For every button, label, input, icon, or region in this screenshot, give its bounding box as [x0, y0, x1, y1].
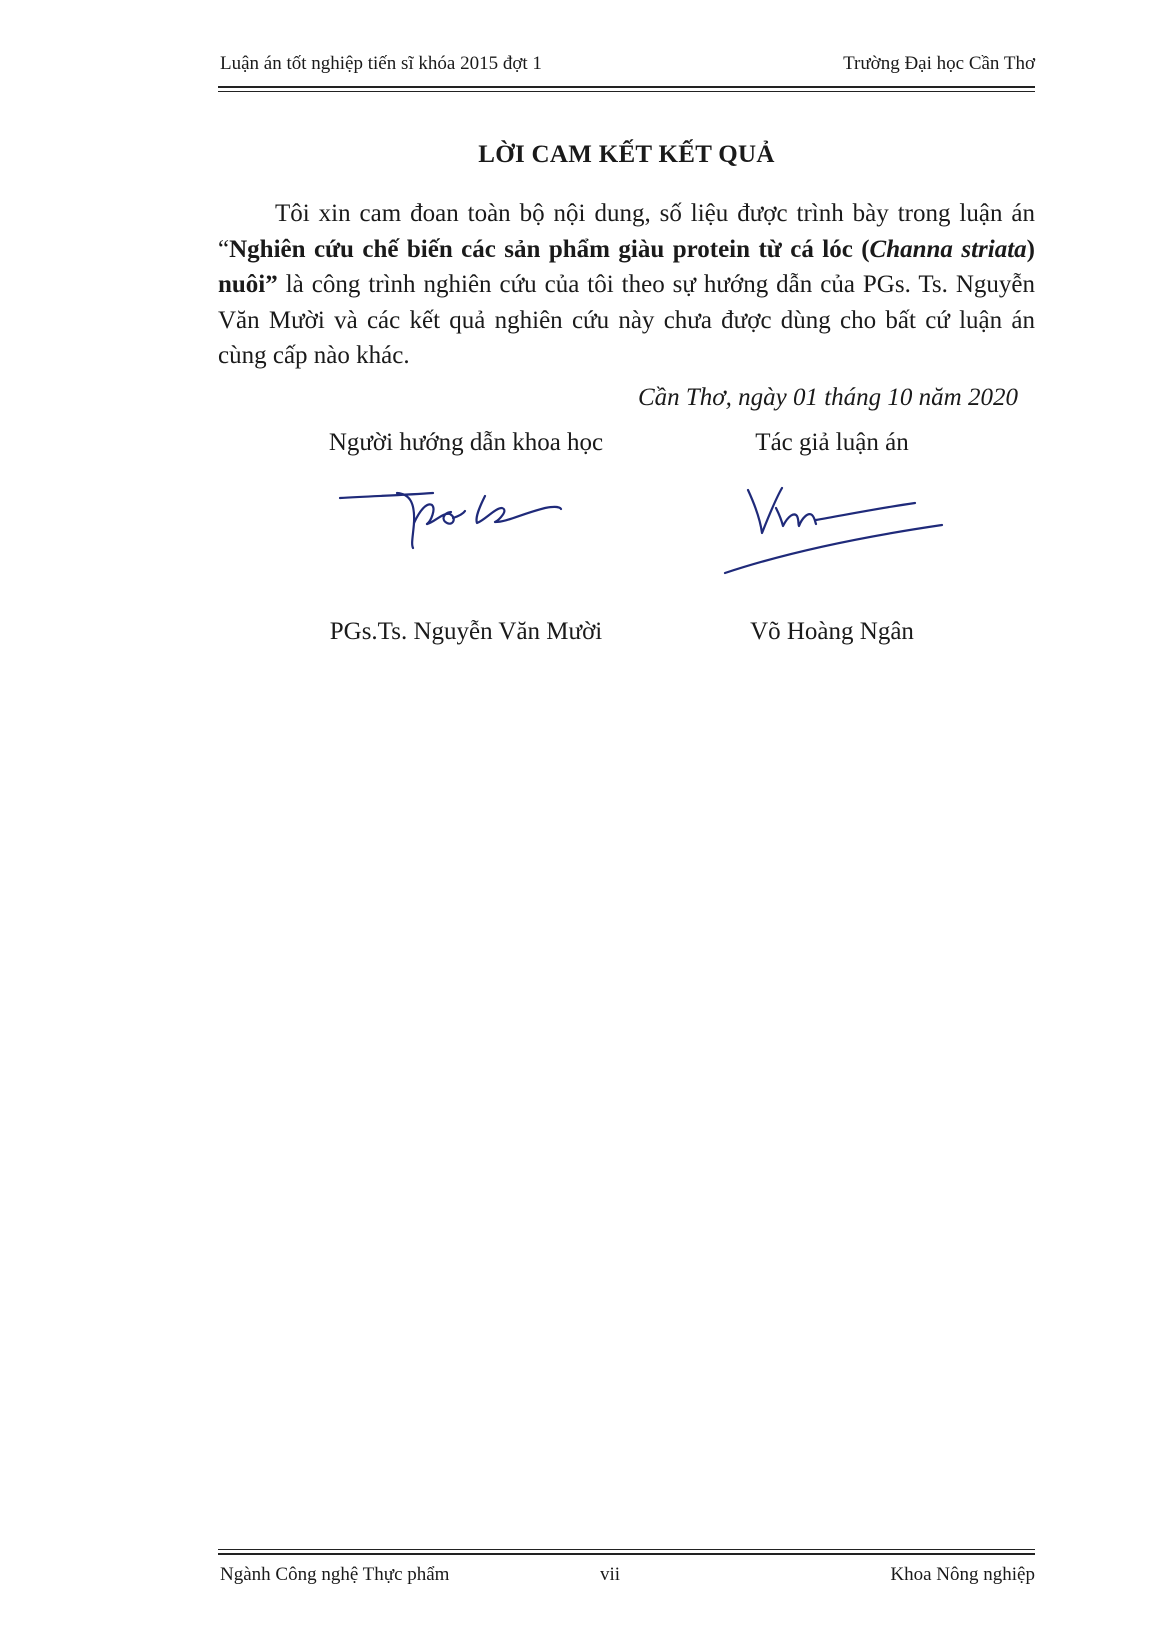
footer-right-text: Khoa Nông nghiệp [890, 1564, 1035, 1585]
statement-lead: Tôi xin cam đoan toàn bộ nội dung, số liệu được trình bày trong luận án [275, 200, 1035, 227]
header-right-text: Trường Đại học Cần Thơ [843, 53, 1035, 74]
statement-rest: là công trình nghiên cứu của tôi theo sự hướng dẫn của PGs. Ts. Nguyễn Văn Mười và các kết quả nghiên cứu này chưa được dùng cho bất cứ luận án cùng cấp nào khác. [218, 271, 1035, 369]
header-left-text: Luận án tốt nghiệp tiến sĩ khóa 2015 đợt 1 [220, 53, 542, 74]
footer-rule-thin [218, 1549, 1035, 1550]
date-line: Cần Thơ, ngày 01 tháng 10 năm 2020 [637, 384, 1018, 411]
page-title: LỜI CAM KẾT KẾT QUẢ [478, 141, 775, 168]
author-name: Võ Hoàng Ngân [750, 618, 914, 645]
header-rule-thin [218, 91, 1035, 92]
footer-rule-thick [218, 1553, 1035, 1555]
author-role: Tác giả luận án [755, 429, 909, 456]
advisor-role: Người hướng dẫn khoa học [328, 429, 604, 456]
thesis-title: Nghiên cứu chế biến các sản phẩm giàu protein từ cá lóc (Channa striata) nuôi” [218, 235, 1035, 298]
advisor-signature [335, 478, 565, 558]
advisor-name: PGs.Ts. Nguyễn Văn Mười [329, 618, 603, 645]
species-name: Channa striata [869, 235, 1027, 263]
author-signature [720, 478, 950, 578]
page-number: vii [600, 1564, 621, 1585]
footer-left-text: Ngành Công nghệ Thực phẩm [220, 1564, 450, 1585]
header-rule-thick [218, 86, 1035, 88]
statement-paragraph [218, 196, 1035, 374]
statement-open-quote: “ [218, 235, 230, 263]
